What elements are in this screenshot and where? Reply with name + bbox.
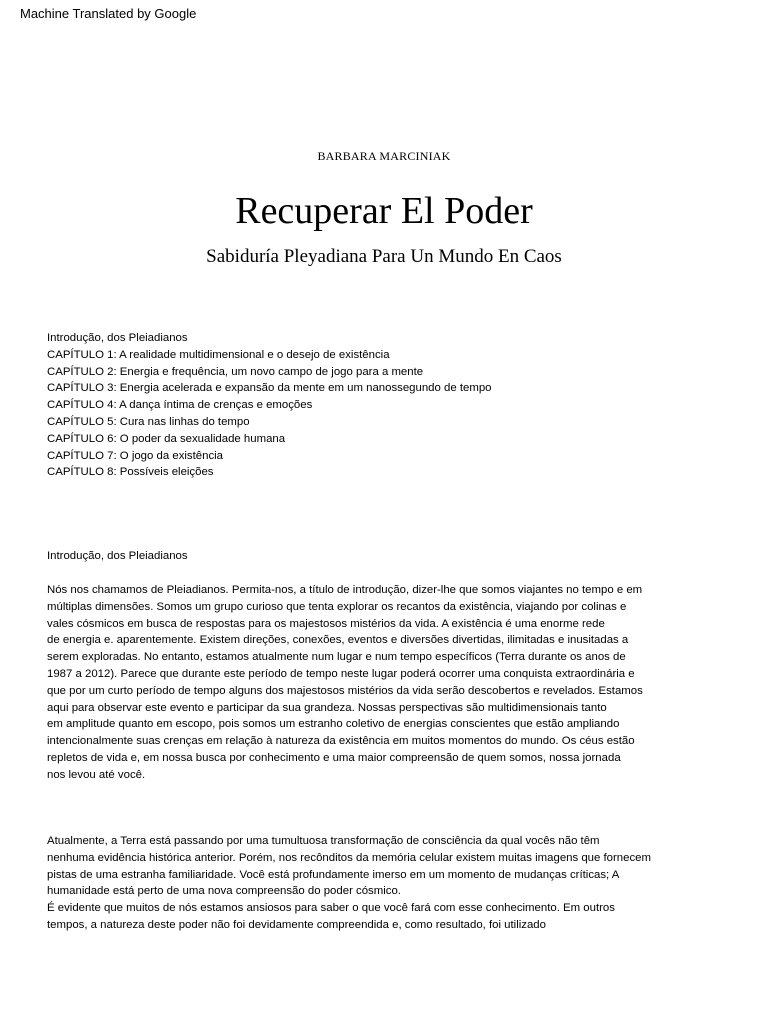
book-subtitle: Sabiduría Pleyadiana Para Un Mundo En Caos xyxy=(206,246,562,267)
paragraph-line: humanidade está perto de uma nova compreensão do poder cósmico. xyxy=(47,885,401,898)
paragraph-1 xyxy=(47,582,747,784)
toc-item-chapter-6: CAPÍTULO 6: O poder da sexualidade humana xyxy=(47,432,286,445)
toc-item-chapter-7: CAPÍTULO 7: O jogo da existência xyxy=(47,449,224,462)
paragraph-line: múltiplas dimensões. Somos um grupo curioso que tenta explorar os recantos da existência, viajando por colinas e xyxy=(47,600,627,613)
paragraph-line: de energia e. aparentemente. Existem direções, conexões, eventos e diversões divertidas, ilimitadas e inusitadas a xyxy=(47,634,629,647)
paragraph-line: aqui para observar este evento e participar da sua grandeza. Nossas perspectivas são multidimensionais tanto xyxy=(47,701,607,714)
paragraph-line: nos levou até você. xyxy=(47,768,146,781)
toc-item-chapter-2: CAPÍTULO 2: Energia e frequência, um novo campo de jogo para a mente xyxy=(47,365,424,378)
paragraph-line: Atualmente, a Terra está passando por uma tumultuosa transformação de consciência da qual vocês não têm xyxy=(47,835,600,847)
book-title: Recuperar El Poder xyxy=(235,190,533,232)
toc-item-introduction: Introdução, dos Pleiadianos xyxy=(47,332,188,344)
paragraph-line: repletos de vida e, em nossa busca por conhecimento e uma maior compreensão de quem somos, nossa jornada xyxy=(47,751,621,764)
paragraph-line: serem exploradas. No entanto, estamos atualmente num lugar e num tempo específicos (Terra durante os anos de xyxy=(47,651,626,664)
author-name: BARBARA MARCINIAK xyxy=(317,149,451,163)
paragraph-line: intencionalmente suas crenças em relação à natureza da existência em muitos momentos do mundo. Os céus estão xyxy=(47,735,635,748)
machine-translation-banner: Machine Translated by Google xyxy=(20,6,197,21)
paragraph-2 xyxy=(47,833,747,934)
paragraph-line: vales cósmicos em busca de respostas para os majestosos mistérios da vida. A existência é uma enorme rede xyxy=(47,617,605,630)
toc-item-chapter-1: CAPÍTULO 1: A realidade multidimensional e o desejo de existência xyxy=(47,348,390,361)
toc-item-chapter-8: CAPÍTULO 8: Possíveis eleições xyxy=(47,466,214,479)
toc-item-chapter-4: CAPÍTULO 4: A dança íntima de crenças e emoções xyxy=(47,399,313,412)
paragraph-line: Nós nos chamamos de Pleiadianos. Permita-nos, a título de introdução, dizer-lhe que somos viajantes no tempo e em xyxy=(47,584,643,596)
paragraph-line: nenhuma evidência histórica anterior. Porém, nos recônditos da memória celular existem muitas imagens que fornecem xyxy=(47,851,651,864)
toc-item-chapter-5: CAPÍTULO 5: Cura nas linhas do tempo xyxy=(47,415,250,428)
paragraph-line: pistas de uma estranha familiaridade. Você está profundamente imerso em um momento de mudanças críticas; A xyxy=(47,868,620,881)
paragraph-line: 1987 a 2012). Parece que durante este período de tempo neste lugar poderá ocorrer uma conquista extraordinária e xyxy=(47,667,635,680)
paragraph-line: tempos, a natureza deste poder não foi devidamente compreendida e, como resultado, foi utilizado xyxy=(47,918,546,931)
paragraph-line: que por um curto período de tempo alguns dos majestosos mistérios da vida serão descobertos e revelados. Estamos xyxy=(47,684,643,697)
paragraph-line: É evidente que muitos de nós estamos ansiosos para saber o que você fará com esse conhecimento. Em outros xyxy=(47,902,615,915)
table-of-contents xyxy=(47,330,737,481)
paragraph-line: em amplitude quanto em escopo, pois somos um estranho coletivo de energias conscientes que estão ampliando xyxy=(47,718,620,731)
toc-item-chapter-3: CAPÍTULO 3: Energia acelerada e expansão da mente em um nanossegundo de tempo xyxy=(47,382,492,395)
section-heading: Introdução, dos Pleiadianos xyxy=(47,550,188,562)
